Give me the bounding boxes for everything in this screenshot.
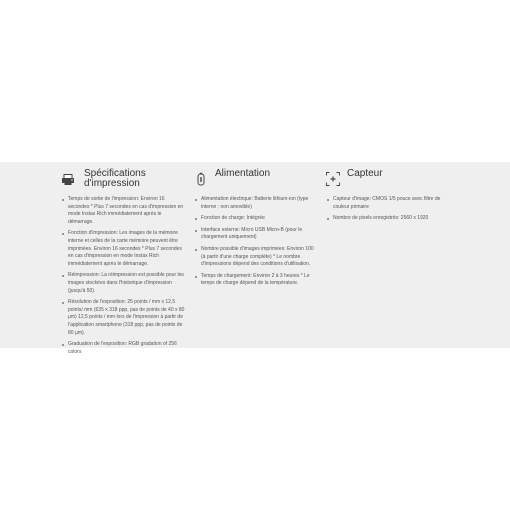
list-item: Temps de chargement: Environ 2 à 3 heures * Le temps de charge dépend de la température. [193, 273, 316, 288]
spec-column-power [193, 166, 316, 292]
spec-list [60, 196, 186, 356]
column-header [60, 166, 186, 192]
column-title: Spécifications d'impression [84, 168, 146, 189]
column-header [325, 166, 450, 192]
column-header [193, 166, 316, 192]
sensor-focus-icon [325, 171, 341, 187]
spec-list [193, 196, 316, 288]
spec-list [325, 196, 450, 223]
list-item: Graduation de l'exposition: RGB gradation of 256 colors [60, 341, 186, 356]
list-item: Capteur d'image: CMOS 1/5 pouce avec filtre de couleur primaire [325, 196, 450, 211]
list-item: Alimentation électrique: Batterie lithium-ion (type interne : non amovible) [193, 196, 316, 211]
list-item: Fonction d'impression: Les images de la mémoire interne et celles de la carte mémoire peuvent être imprimées. Environ 16 secondes * Plus 7 secondes en cas d'impression en mode Instax Rich immédiatement après le démarrage. [60, 230, 186, 268]
spec-column-sensor [325, 166, 450, 227]
list-item: Réimpression: La réimpression est possible pour les images stockées dans l'historique d'impression (jusqu'à 50). [60, 272, 186, 295]
spec-column-print [60, 166, 186, 360]
list-item: Interface externe: Micro USB Micro-B (pour le chargement uniquement) [193, 227, 316, 242]
list-item: Résolution de l'exposition: 25 points / mm x 12,5 points/ mm (635 x 318 ppp, pas de points de 40 x 80 μm) 12,5 points / mm lors de l'impression à partir de l'application smartphone (318 ppp, pas de points de 80 μm). [60, 299, 186, 337]
column-title: Alimentation [215, 168, 271, 179]
column-title: Capteur [347, 168, 383, 179]
list-item: Temps de sortie de l'impression: Environ 16 secondes * Plus 7 secondes en cas d'impression en mode Instax Rich immédiatement après le démarrage. [60, 196, 186, 226]
list-item: Nombre possible d'images imprimées: Environ 100 (à partir d'une charge complète) * Le nombre d'impressions dépend des conditions d'utilisation. [193, 246, 316, 269]
printer-icon [60, 171, 76, 187]
battery-icon [193, 171, 209, 187]
list-item: Fonction de charge: Intégrée [193, 215, 316, 223]
list-item: Nombre de pixels enregistrés: 2560 x 1920 [325, 215, 450, 223]
